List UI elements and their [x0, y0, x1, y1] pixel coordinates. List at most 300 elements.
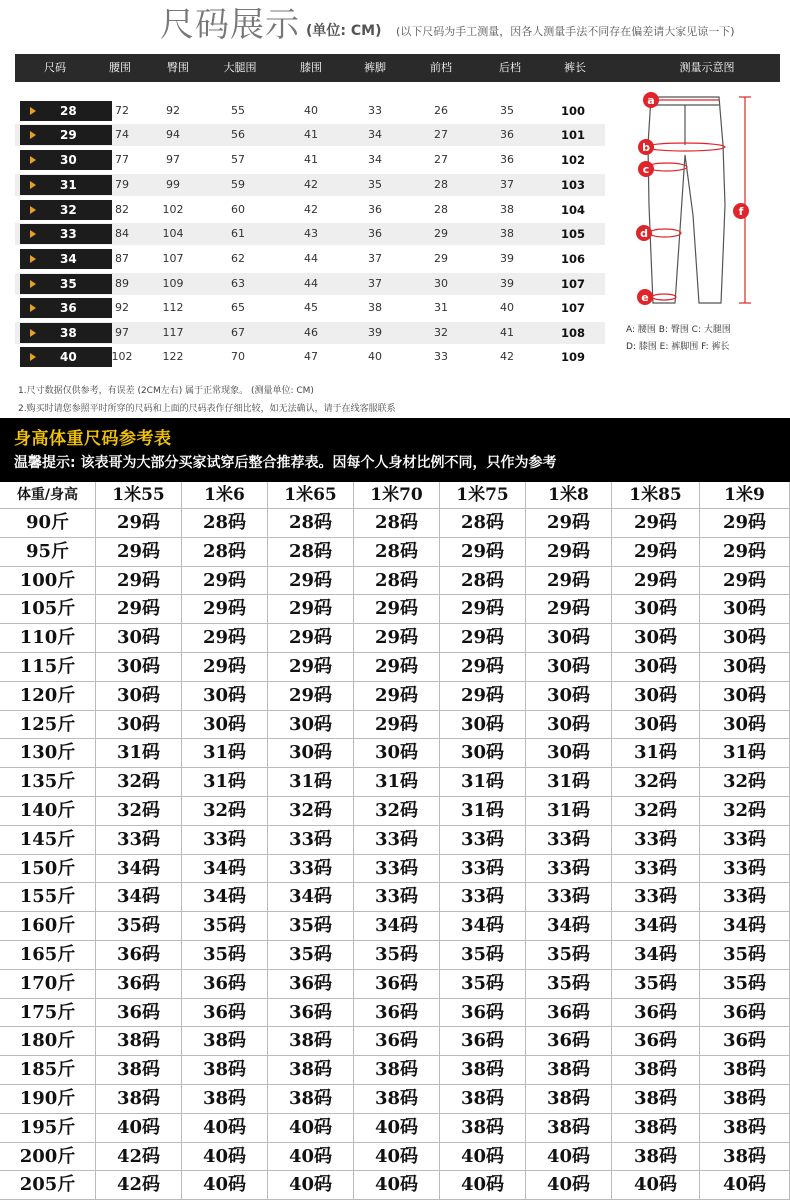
size-value-cell: 108 [560, 326, 586, 340]
size-header-cell: 测量示意图 [679, 61, 735, 74]
size-value-cell: 37 [368, 277, 382, 290]
note-line-2: 2.购买时请您参照平时所穿的尺码和上面的尺码表作仔细比较，如无法确认，请于在线客服联系 [18, 404, 396, 414]
triangle-right-icon [30, 304, 36, 312]
size-value-cell: 107 [560, 277, 586, 291]
recommended-size-cell: 36码 [526, 999, 612, 1028]
recommended-size-cell: 38码 [440, 1085, 526, 1114]
recommended-size-cell: 29码 [526, 595, 612, 624]
height-header: 1米55 [96, 482, 182, 509]
recommended-size-cell: 31码 [440, 768, 526, 797]
recommended-size-cell: 38码 [700, 1114, 790, 1143]
size-value-cell: 59 [231, 178, 245, 191]
pants-measurement-diagram [615, 85, 785, 355]
marker-a-icon [643, 92, 659, 108]
size-value-cell: 35 [500, 104, 514, 117]
size-value-cell: 89 [115, 277, 129, 290]
recommended-size-cell: 38码 [182, 1085, 268, 1114]
weight-cell: 185斤 [0, 1056, 96, 1085]
recommended-size-cell: 30码 [96, 624, 182, 653]
size-value-cell: 40 [368, 350, 382, 363]
recommended-size-cell: 38码 [612, 1143, 700, 1172]
recommended-size-cell: 38码 [700, 1085, 790, 1114]
size-header-cell: 后档 [499, 61, 521, 74]
marker-e-icon [637, 289, 653, 305]
recommended-size-cell: 31码 [612, 739, 700, 768]
recommended-size-cell: 32码 [700, 797, 790, 826]
size-value-cell: 26 [434, 104, 448, 117]
recommended-size-cell: 40码 [354, 1143, 440, 1172]
recommended-size-cell: 32码 [612, 797, 700, 826]
size-value-cell: 36 [500, 153, 514, 166]
size-row [15, 273, 605, 295]
size-value-cell: 39 [368, 326, 382, 339]
recommended-size-cell: 35码 [268, 912, 354, 941]
weight-cell: 190斤 [0, 1085, 96, 1114]
recommended-size-cell: 40码 [354, 1114, 440, 1143]
height-header: 1米8 [526, 482, 612, 509]
recommended-size-cell: 32码 [182, 797, 268, 826]
size-value-cell: 94 [166, 128, 180, 141]
size-value-cell: 112 [162, 301, 184, 314]
recommended-size-cell: 42码 [96, 1171, 182, 1200]
recommended-size-cell: 31码 [182, 768, 268, 797]
recommended-size-cell: 29码 [182, 653, 268, 682]
recommended-size-cell: 30码 [612, 711, 700, 740]
recommended-size-cell: 29码 [440, 595, 526, 624]
recommended-size-cell: 30码 [268, 739, 354, 768]
recommended-size-cell: 29码 [526, 538, 612, 567]
recommended-size-cell: 28码 [440, 509, 526, 538]
recommended-size-cell: 38码 [96, 1056, 182, 1085]
recommended-size-cell: 35码 [182, 941, 268, 970]
recommended-size-cell: 32码 [354, 797, 440, 826]
recommended-size-cell: 31码 [96, 739, 182, 768]
weight-cell: 175斤 [0, 999, 96, 1028]
recommended-size-cell: 36码 [440, 1027, 526, 1056]
size-value-cell: 92 [166, 104, 180, 117]
recommended-size-cell: 33码 [612, 826, 700, 855]
size-label [20, 150, 112, 170]
recommended-size-cell: 40码 [268, 1143, 354, 1172]
recommended-size-cell: 36码 [354, 999, 440, 1028]
recommended-size-cell: 29码 [612, 538, 700, 567]
size-value-cell: 46 [304, 326, 318, 339]
size-row [15, 199, 605, 221]
size-value-cell: 100 [560, 104, 586, 118]
triangle-right-icon [30, 107, 36, 115]
svg-text:c: c [642, 163, 650, 176]
recommended-size-cell: 31码 [700, 739, 790, 768]
recommended-size-cell: 31码 [354, 768, 440, 797]
size-value-cell: 109 [162, 277, 184, 290]
size-value-cell: 44 [304, 252, 318, 265]
size-number: 29 [60, 128, 77, 142]
recommended-size-cell: 38码 [354, 1085, 440, 1114]
recommended-size-cell: 31码 [268, 768, 354, 797]
recommended-size-cell: 31码 [526, 768, 612, 797]
recommended-size-cell: 34码 [182, 883, 268, 912]
weight-cell: 100斤 [0, 567, 96, 596]
recommended-size-cell: 30码 [354, 739, 440, 768]
recommended-size-cell: 38码 [354, 1056, 440, 1085]
weight-cell: 125斤 [0, 711, 96, 740]
recommended-size-cell: 29码 [182, 595, 268, 624]
recommended-size-cell: 38码 [182, 1056, 268, 1085]
size-value-cell: 63 [231, 277, 245, 290]
size-number: 40 [60, 350, 77, 364]
recommended-size-cell: 30码 [612, 653, 700, 682]
weight-cell: 105斤 [0, 595, 96, 624]
svg-text:d: d [640, 227, 648, 240]
recommended-size-cell: 38码 [526, 1114, 612, 1143]
recommended-size-cell: 38码 [612, 1056, 700, 1085]
size-value-cell: 106 [560, 252, 586, 266]
recommended-size-cell: 34码 [182, 855, 268, 884]
recommended-size-cell: 33码 [612, 883, 700, 912]
recommended-size-cell: 29码 [354, 595, 440, 624]
recommended-size-cell: 38码 [526, 1085, 612, 1114]
triangle-right-icon [30, 255, 36, 263]
recommended-size-cell: 32码 [612, 768, 700, 797]
recommended-size-cell: 28码 [440, 567, 526, 596]
size-value-cell: 109 [560, 350, 586, 364]
weight-cell: 115斤 [0, 653, 96, 682]
size-value-cell: 38 [500, 227, 514, 240]
recommended-size-cell: 36码 [354, 970, 440, 999]
size-value-cell: 30 [434, 277, 448, 290]
recommended-size-cell: 32码 [268, 797, 354, 826]
size-value-cell: 84 [115, 227, 129, 240]
triangle-right-icon [30, 131, 36, 139]
recommended-size-cell: 29码 [354, 624, 440, 653]
size-value-cell: 104 [560, 203, 586, 217]
recommended-size-cell: 33码 [182, 826, 268, 855]
recommended-size-cell: 30码 [96, 711, 182, 740]
recommended-size-cell: 40码 [182, 1171, 268, 1200]
recommended-size-cell: 40码 [182, 1114, 268, 1143]
recommended-size-cell: 28码 [354, 509, 440, 538]
size-value-cell: 67 [231, 326, 245, 339]
size-header-cell: 膝围 [300, 61, 322, 74]
size-row [15, 223, 605, 245]
size-value-cell: 102 [162, 203, 184, 216]
size-value-cell: 60 [231, 203, 245, 216]
size-number: 32 [60, 203, 77, 217]
recommended-size-cell: 33码 [700, 855, 790, 884]
recommended-size-cell: 33码 [700, 883, 790, 912]
recommended-size-cell: 40码 [182, 1143, 268, 1172]
size-row [15, 322, 605, 344]
recommended-size-cell: 38码 [700, 1143, 790, 1172]
recommended-size-cell: 33码 [526, 826, 612, 855]
marker-c-icon [638, 161, 654, 177]
recommended-size-cell: 30码 [700, 595, 790, 624]
recommended-size-cell: 33码 [268, 826, 354, 855]
size-value-cell: 37 [500, 178, 514, 191]
recommended-size-cell: 30码 [440, 711, 526, 740]
recommended-size-cell: 42码 [96, 1143, 182, 1172]
recommended-size-cell: 33码 [612, 855, 700, 884]
recommendation-header [0, 418, 790, 482]
recommended-size-cell: 33码 [440, 826, 526, 855]
weight-cell: 165斤 [0, 941, 96, 970]
marker-b-icon [638, 139, 654, 155]
recommended-size-cell: 29码 [268, 567, 354, 596]
size-label [20, 224, 112, 244]
recommended-size-cell: 28码 [182, 509, 268, 538]
size-row [15, 149, 605, 171]
recommended-size-cell: 29码 [268, 624, 354, 653]
weight-cell: 150斤 [0, 855, 96, 884]
size-value-cell: 38 [500, 203, 514, 216]
size-value-cell: 42 [304, 203, 318, 216]
size-value-cell: 27 [434, 153, 448, 166]
recommended-size-cell: 29码 [96, 538, 182, 567]
recommended-size-cell: 33码 [354, 826, 440, 855]
size-value-cell: 35 [368, 178, 382, 191]
size-value-cell: 27 [434, 128, 448, 141]
recommended-size-cell: 29码 [354, 711, 440, 740]
weight-cell: 110斤 [0, 624, 96, 653]
recommended-size-cell: 40码 [612, 1171, 700, 1200]
recommended-size-cell: 30码 [612, 595, 700, 624]
recommended-size-cell: 30码 [700, 682, 790, 711]
svg-text:e: e [641, 291, 649, 304]
recommended-size-cell: 40码 [354, 1171, 440, 1200]
recommended-size-cell: 34码 [354, 912, 440, 941]
height-header: 1米65 [268, 482, 354, 509]
size-label [20, 125, 112, 145]
recommended-size-cell: 30码 [526, 739, 612, 768]
recommended-size-cell: 38码 [268, 1027, 354, 1056]
size-value-cell: 57 [231, 153, 245, 166]
weight-cell: 205斤 [0, 1171, 96, 1200]
measurement-note: (以下尺码为手工测量，因各人测量手法不同存在偏差请大家见谅一下) [396, 25, 735, 38]
size-value-cell: 38 [368, 301, 382, 314]
size-value-cell: 42 [500, 350, 514, 363]
recommended-size-cell: 33码 [354, 883, 440, 912]
size-header-cell: 前档 [430, 61, 452, 74]
svg-text:b: b [642, 141, 650, 154]
recommended-size-cell: 38码 [612, 1085, 700, 1114]
recommended-size-cell: 29码 [612, 567, 700, 596]
recommended-size-cell: 29码 [96, 509, 182, 538]
triangle-right-icon [30, 353, 36, 361]
svg-text:f: f [738, 205, 744, 218]
recommended-size-cell: 36码 [526, 1027, 612, 1056]
size-value-cell: 56 [231, 128, 245, 141]
size-label [20, 347, 112, 367]
recommended-size-cell: 33码 [354, 855, 440, 884]
size-number: 38 [60, 326, 77, 340]
recommended-size-cell: 33码 [268, 855, 354, 884]
recommended-size-cell: 35码 [182, 912, 268, 941]
size-value-cell: 55 [231, 104, 245, 117]
size-label [20, 175, 112, 195]
height-header: 1米70 [354, 482, 440, 509]
recommended-size-cell: 33码 [440, 855, 526, 884]
recommended-size-cell: 38码 [96, 1085, 182, 1114]
recommended-size-cell: 32码 [700, 768, 790, 797]
size-value-cell: 41 [304, 128, 318, 141]
size-number: 34 [60, 252, 77, 266]
size-value-cell: 107 [560, 301, 586, 315]
size-value-cell: 44 [304, 277, 318, 290]
weight-cell: 170斤 [0, 970, 96, 999]
size-header-cell: 尺码 [44, 61, 66, 74]
size-value-cell: 29 [434, 227, 448, 240]
recommended-size-cell: 29码 [354, 653, 440, 682]
recommended-size-cell: 28码 [268, 509, 354, 538]
size-value-cell: 97 [166, 153, 180, 166]
size-label [20, 298, 112, 318]
size-value-cell: 79 [115, 178, 129, 191]
recommended-size-cell: 34码 [526, 912, 612, 941]
size-header-cell: 腰围 [109, 61, 131, 74]
size-number: 35 [60, 277, 77, 291]
recommended-size-cell: 29码 [700, 567, 790, 596]
size-value-cell: 40 [500, 301, 514, 314]
recommended-size-cell: 28码 [354, 567, 440, 596]
size-value-cell: 31 [434, 301, 448, 314]
recommended-size-cell: 28码 [268, 538, 354, 567]
diagram-legend-line1: A: 腰围 B: 臀围 C: 大腿围 [626, 325, 731, 335]
triangle-right-icon [30, 206, 36, 214]
size-row [15, 346, 605, 368]
size-label [20, 323, 112, 343]
recommended-size-cell: 34码 [96, 883, 182, 912]
recommended-size-cell: 40码 [700, 1171, 790, 1200]
size-number: 28 [60, 104, 77, 118]
recommended-size-cell: 29码 [182, 624, 268, 653]
recommended-size-cell: 33码 [526, 883, 612, 912]
recommended-size-cell: 32码 [96, 768, 182, 797]
recommended-size-cell: 30码 [526, 624, 612, 653]
recommended-size-cell: 40码 [268, 1171, 354, 1200]
recommended-size-cell: 36码 [612, 999, 700, 1028]
size-value-cell: 82 [115, 203, 129, 216]
size-value-cell: 41 [500, 326, 514, 339]
size-value-cell: 102 [111, 350, 133, 363]
size-value-cell: 39 [500, 277, 514, 290]
recommended-size-cell: 29码 [268, 653, 354, 682]
recommended-size-cell: 38码 [268, 1085, 354, 1114]
recommended-size-cell: 30码 [700, 711, 790, 740]
recommended-size-cell: 33码 [96, 826, 182, 855]
recommended-size-cell: 38码 [440, 1056, 526, 1085]
weight-cell: 90斤 [0, 509, 96, 538]
recommended-size-cell: 29码 [612, 509, 700, 538]
recommended-size-cell: 29码 [700, 509, 790, 538]
size-value-cell: 36 [368, 227, 382, 240]
size-label [20, 101, 112, 121]
recommended-size-cell: 38码 [612, 1114, 700, 1143]
recommended-size-cell: 35码 [612, 970, 700, 999]
recommended-size-cell: 35码 [96, 912, 182, 941]
recommended-size-cell: 35码 [440, 941, 526, 970]
recommended-size-cell: 30码 [268, 711, 354, 740]
size-table-header [15, 54, 780, 82]
recommended-size-cell: 30码 [612, 682, 700, 711]
height-header: 1米75 [440, 482, 526, 509]
size-label [20, 200, 112, 220]
size-value-cell: 39 [500, 252, 514, 265]
svg-text:a: a [647, 94, 655, 107]
recommended-size-cell: 36码 [96, 999, 182, 1028]
weight-cell: 160斤 [0, 912, 96, 941]
recommended-size-cell: 30码 [700, 624, 790, 653]
unit-label: (单位: CM) [306, 23, 382, 39]
recommended-size-cell: 29码 [526, 567, 612, 596]
size-value-cell: 41 [304, 153, 318, 166]
size-value-cell: 102 [560, 153, 586, 167]
size-value-cell: 70 [231, 350, 245, 363]
size-row [15, 124, 605, 146]
diagram-legend-line2: D: 膝围 E: 裤脚围 F: 裤长 [626, 342, 730, 352]
recommended-size-cell: 28码 [182, 538, 268, 567]
recommended-size-cell: 29码 [440, 538, 526, 567]
recommended-size-cell: 36码 [182, 999, 268, 1028]
weight-cell: 180斤 [0, 1027, 96, 1056]
size-row [15, 100, 605, 122]
corner-header: 体重/身高 [0, 482, 96, 509]
size-value-cell: 28 [434, 178, 448, 191]
size-value-cell: 47 [304, 350, 318, 363]
recommended-size-cell: 35码 [354, 941, 440, 970]
height-header: 1米85 [612, 482, 700, 509]
size-value-cell: 28 [434, 203, 448, 216]
size-row [15, 248, 605, 270]
recommended-size-cell: 38码 [268, 1056, 354, 1085]
recommended-size-cell: 38码 [96, 1027, 182, 1056]
weight-cell: 130斤 [0, 739, 96, 768]
size-number: 30 [60, 153, 77, 167]
recommended-size-cell: 34码 [700, 912, 790, 941]
size-number: 33 [60, 227, 77, 241]
size-value-cell: 117 [162, 326, 184, 339]
recommended-size-cell: 31码 [526, 797, 612, 826]
recommended-size-cell: 38码 [440, 1114, 526, 1143]
triangle-right-icon [30, 230, 36, 238]
weight-cell: 95斤 [0, 538, 96, 567]
recommended-size-cell: 32码 [96, 797, 182, 826]
recommended-size-cell: 36码 [700, 1027, 790, 1056]
measure-lines [642, 97, 751, 303]
size-value-cell: 74 [115, 128, 129, 141]
size-value-cell: 61 [231, 227, 245, 240]
recommended-size-cell: 40码 [526, 1171, 612, 1200]
recommended-size-cell: 38码 [700, 1056, 790, 1085]
recommended-size-cell: 30码 [440, 739, 526, 768]
recommended-size-cell: 38码 [526, 1056, 612, 1085]
recommended-size-cell: 34码 [268, 883, 354, 912]
recommended-size-cell: 29码 [526, 509, 612, 538]
recommended-size-cell: 30码 [700, 653, 790, 682]
size-header-cell: 裤脚 [364, 61, 386, 74]
recommended-size-cell: 36码 [612, 1027, 700, 1056]
recommended-size-cell: 34码 [612, 912, 700, 941]
recommended-size-cell: 36码 [268, 999, 354, 1028]
size-value-cell: 87 [115, 252, 129, 265]
recommended-size-cell: 30码 [182, 711, 268, 740]
recommended-size-cell: 29码 [440, 682, 526, 711]
size-value-cell: 77 [115, 153, 129, 166]
recommended-size-cell: 40码 [268, 1114, 354, 1143]
recommended-size-cell: 35码 [440, 970, 526, 999]
size-value-cell: 105 [560, 227, 586, 241]
recommended-size-cell: 36码 [96, 970, 182, 999]
recommended-size-cell: 33码 [700, 826, 790, 855]
